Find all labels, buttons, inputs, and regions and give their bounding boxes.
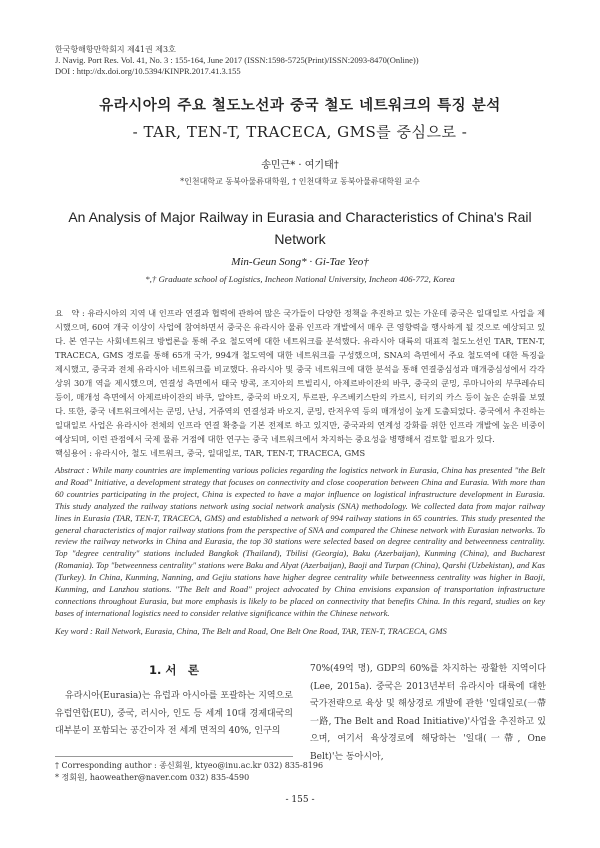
journal-name: 한국항해항만학회지 제41권 제3호: [55, 45, 176, 54]
keywords-english: Key word : Rail Network, Eurasia, China, The Belt and Road, One Belt One Road, TAR, TEN-T, TRACECA, GMS: [55, 626, 447, 636]
authors-english: Min-Geun Song* · Gi-Tae Yeo†: [231, 256, 369, 268]
affiliation-korean: *인천대학교 동북아물류대학원, † 인천대학교 동북아물류대학원 교수: [180, 177, 420, 186]
footnote-divider: [55, 756, 293, 757]
journal-citation: J. Navig. Port Res. Vol. 41, No. 3 : 155-164, June 2017 (ISSN:1598-5725(Print)/ISSN:2093-8470(Online)): [55, 55, 419, 65]
doi-link[interactable]: DOI : http://dx.doi.org/10.5394/KINPR.2017.41.3.155: [55, 66, 241, 76]
abstract-english: Abstract : While many countries are implementing various policies regarding the logistics network in Eurasia, China has presented "the Belt and Road" Initiative, a development strategy that focuses on connectivity and close cooperation between China and Eurasia. With more than 60 countries participating in the project, China is expected to have a major influence on logistical infrastructure development in Eurasia. This study analyzed the railway stations network using social network analysis (SNA) methodology. We collected data from major railway lines in Eurasia (TAR, TEN-T, TRACECA, GMS) and established a network of 994 railway stations in 65 countries. This study presented the general characteristics of major railway stations from the perspective of SNA and compared the Chinese network with Eurasian networks. To review the railway networks in China and Eurasia, the top 30 stations were selected based on degree centrality and betweenness centrality. Top "degree centrality" stations included Bangkok (Thailand), Tbilisi (Georgia), Baku (Azerbaijan), Kunming (China), and Bucharest (Romania). Top "betweenness centrality" stations were Baku and Alyat (Azerbaijan), Baoji and Turpan (China), Qarshi (Uzbekistan), and Kas (Turkey). In China, Kunming, Nanning, and Gejiu stations have higher degree centrality while betweenness centrality was higher in Baoji, Kunming, and Lanzhou stations. "The Belt and Road" project advocated by China envisions expansion of transportation infrastructure connections throughout Eurasia, but more emphasis is likely to be placed on connectivity that benefits China. In this regard, studies on key bases of international logistics need to consider relative significance within the Chinese network.: [55, 465, 545, 618]
footnote-corresponding: † Corresponding author : 종신회원, ktyeo@inu.ac.kr 032) 835-8196: [55, 761, 324, 770]
abstract-korean: 요 약 : 유라시아의 지역 내 인프라 연결과 협력에 관하여 많은 국가들이 다양한 정책을 추진하고 있는 가운데 중국은 일대일로 사업을 제시했으며, 60여 개국 이상이 사업에 참여하면서 중국은 유라시아 물류 인프라 개발에서 매우 큰 영향력을 행사하게 될 것으로 예상되고 있다. 본 연구는 사회네트워크 방법론을 통해 주요 철도역에 대한 네트워크를 분석했다. 유라시아 대륙의 대표적 철도노선인 TAR, TEN-T, TRACECA, GMS 경로를 통해 65개 국가, 994개 철도역에 대한 네트워크를 구성했으며, SNA의 측면에서 주요 철도역에 대한 특징을 제시했고, 중국과 전체 유라시아 네트워크를 비교했다. 유라시아 및 중국 네트워크에 대한 분석을 통해 연결중심성과 매개중심성에서 각각 상위 30개 역을 제시했으며, 연결성 측면에서 태국 방콕, 조지아의 트빌리시, 아제르바이잔의 바쿠, 중국의 쿤밍, 루마니아의 부쿠레슈티 등이, 매개성 측면에서 아제르바이잔의 바쿠, 알야트, 중국의 바오지, 투르판, 우즈베키스탄의 카르시, 터키의 카스 등이 높은 순위를 보였다. 또한, 중국 네트워크에서는 쿤밍, 난닝, 거쥬역의 연결성과 바오지, 쿤밍, 란저우역 등의 매개성이 높게 도출되었다. 중국에서 추진하는 일대일로 사업은 유라시아 전체의 인프라 연결 확충을 기본 전제로 하고 있지만, 중국과의 연계성 강화를 위한 인프라 개발에 높은 비중이 예상되며, 이런 관점에서 국제 물류 거점에 대한 연구는 중국 네트워크에서 차지하는 중요성을 병행해서 검토할 필요가 있다.: [55, 308, 545, 444]
page-number: - 155 -: [285, 795, 315, 805]
footnote-member: * 정회원, haoweather@naver.com 032) 835-4590: [55, 773, 250, 782]
section-heading: 1. 서 론: [148, 663, 200, 677]
title-korean: 유라시아의 주요 철도노선과 중국 철도 네트워크의 특징 분석: [99, 98, 501, 114]
subtitle-korean: - TAR, TEN-T, TRACECA, GMS를 중심으로 -: [132, 123, 468, 141]
authors-korean: 송민근* · 여기태†: [261, 160, 339, 171]
body-column-left: 유라시아(Eurasia)는 유럽과 아시아를 포괄하는 지역으로 유럽연합(EU), 중국, 러시아, 인도 등 세계 10대 경제대국의 대부분이 포함되는 공간이자 전 세계 면적의 40%, 인구의: [55, 691, 293, 736]
title-english: An Analysis of Major Railway in Eurasia and Characteristics of China's Rail Network: [68, 209, 532, 247]
keywords-korean: 핵심용어 : 유라시아, 철도 네트워크, 중국, 일대일로, TAR, TEN-T, TRACECA, GMS: [55, 448, 366, 458]
affiliation-english: *,† Graduate school of Logistics, Incheon National University, Incheon 406-772, Korea: [145, 274, 455, 284]
body-column-right: 70%(49억 명), GDP의 60%를 차지하는 광활한 지역이다(Lee, 2015a). 중국은 2013년부터 유라시아 대륙에 대한 국가전략으로 육상 및 해상경로 개발에 관한 '일대일로(一帶一路, The Belt and Road Initiative)'사업을 추진하고 있으며, 여기서 육상경로에 해당하는 '일대(一帶, One Belt)'는 동아시아,: [310, 664, 546, 762]
